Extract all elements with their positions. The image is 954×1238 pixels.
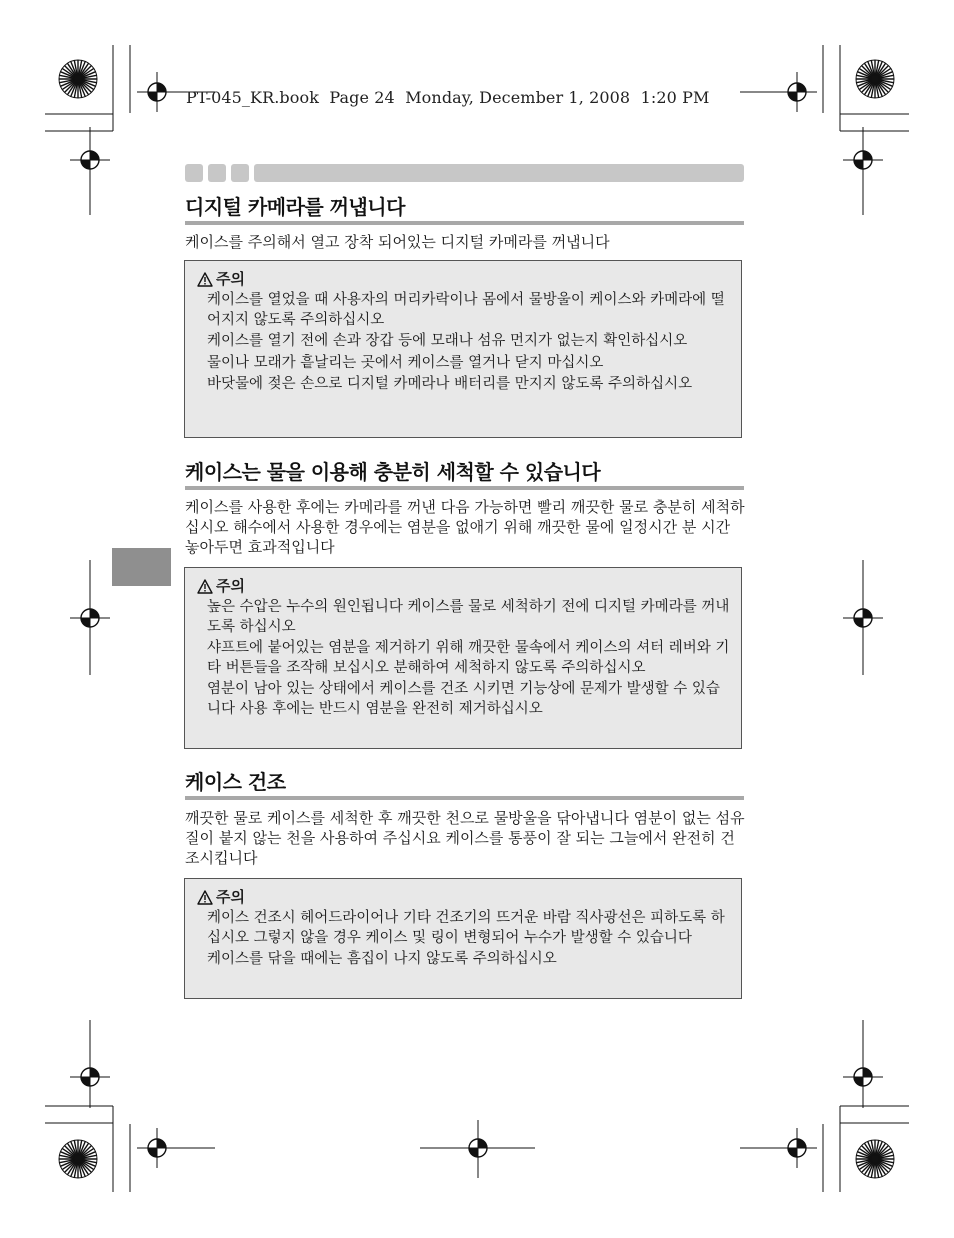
caution-item: 물이나 모래가 흩날리는 곳에서 케이스를 열거나 닫지 마십시오 <box>207 354 604 371</box>
caution-list <box>197 291 731 395</box>
caution-item: 케이스를 열기 전에 손과 장갑 등에 모래나 섬유 먼지가 없는지 확인하십시오 <box>207 333 688 349</box>
section-body: 케이스를 사용한 후에는 카메라를 꺼낸 다음 가능하면 빨리 깨끗한 물로 충분히 세척하십시오 해수에서 사용한 경우에는 염분을 없애기 위해 깨끗한 물에 일정시간 분 시간 놓아두면 효과적입니다 <box>185 498 745 556</box>
caution-item: 샤프트에 붙어있는 염분을 제거하기 위해 깨끗한 물속에서 케이스의 셔터 레버와 기타 버튼들을 조작해 보십시오 분해하여 세척하지 않도록 주의하십시오 <box>207 640 730 676</box>
caution-heading <box>197 269 731 289</box>
caution-box <box>184 260 742 438</box>
caution-item: 높은 수압은 누수의 원인됩니다 케이스를 물로 세척하기 전에 디지털 카메라를 꺼내도록 하십시오 <box>207 599 730 635</box>
caution-item: 케이스 건조시 헤어드라이어나 기타 건조기의 뜨거운 바람 직사광선은 피하도록 하십시오 그렇지 않을 경우 케이스 및 링이 변형되어 누수가 발생할 수 있습니다 <box>207 910 725 946</box>
tab-square <box>185 164 203 182</box>
tab-bar <box>254 164 744 182</box>
chapter-side-tab <box>112 548 171 586</box>
caution-item: 염분이 남아 있는 상태에서 케이스를 건조 시키면 기능상에 문제가 발생할 수 있습니다 사용 후에는 반드시 염분을 완전히 제거하십시오 <box>207 681 720 717</box>
caution-item: 바닷물에 젖은 손으로 디지털 카메라나 배터리를 만지지 않도록 주의하십시오 <box>207 376 693 392</box>
caution-heading <box>197 576 731 596</box>
section-body: 깨끗한 물로 케이스를 세척한 후 깨끗한 천으로 물방울을 닦아냅니다 염분이 없는 섬유질이 붙지 않는 천을 사용하여 주십시요 케이스를 통풍이 잘 되는 그늘에서 완전히 건조시킵니다 <box>185 809 745 867</box>
caution-box <box>184 878 742 999</box>
caution-label: 주의 <box>216 888 245 906</box>
caution-heading <box>197 887 731 907</box>
section-title: 케이스 건조 <box>185 770 744 800</box>
caution-list <box>197 598 731 719</box>
warning-triangle-icon <box>197 890 213 905</box>
section-title: 디지털 카메라를 꺼냅니다 <box>185 195 744 225</box>
section-title: 케이스는 물을 이용해 충분히 세척할 수 있습니다 <box>185 460 744 490</box>
caution-item: 케이스를 닦을 때에는 흠집이 나지 않도록 주의하십시오 <box>207 951 557 967</box>
warning-triangle-icon <box>197 579 213 594</box>
decorative-tab-bar <box>185 164 744 182</box>
caution-box <box>184 567 742 749</box>
tab-square <box>208 164 226 182</box>
caution-item: 케이스를 열었을 때 사용자의 머리카락이나 몸에서 물방울이 케이스와 카메라에 떨어지지 않도록 주의하십시오 <box>207 292 725 328</box>
book-header: PT-045_KR.book Page 24 Monday, December 1, 2008 1:20 PM <box>186 88 710 107</box>
tab-square <box>231 164 249 182</box>
warning-triangle-icon <box>197 272 213 287</box>
section-body: 케이스를 주의해서 열고 장착 되어있는 디지털 카메라를 꺼냅니다 <box>185 233 610 251</box>
caution-label: 주의 <box>216 577 245 595</box>
caution-list <box>197 909 731 970</box>
caution-label: 주의 <box>216 270 245 288</box>
